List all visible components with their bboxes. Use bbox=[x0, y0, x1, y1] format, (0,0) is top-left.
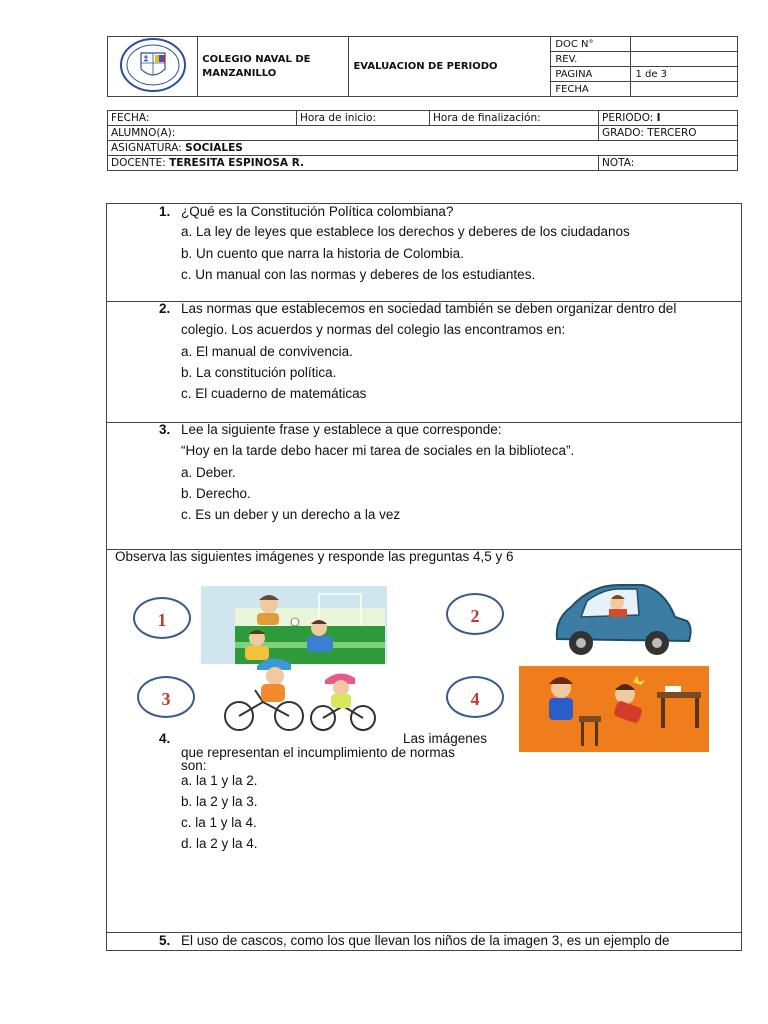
question-text-cont: que representan el incumplimiento de normas bbox=[181, 745, 455, 760]
question-text-cont: colegio. Los acuerdos y normas del colegio las encontramos en: bbox=[181, 322, 566, 337]
option-a[interactable]: a. Deber. bbox=[181, 465, 236, 480]
question-text: ¿Qué es la Constitución Política colombiana? bbox=[181, 204, 454, 219]
alumno-field[interactable]: ALUMNO(A): bbox=[108, 126, 599, 141]
question-text: Lee la siguiente frase y establece a que corresponde: bbox=[181, 422, 502, 437]
meta-label-rev: REV. bbox=[551, 52, 631, 67]
option-b[interactable]: b. la 2 y la 3. bbox=[181, 794, 258, 809]
meta-value-fecha bbox=[631, 82, 738, 97]
docente-field: DOCENTE: TERESITA ESPINOSA R. bbox=[108, 156, 599, 171]
option-c[interactable]: c. la 1 y la 4. bbox=[181, 815, 257, 830]
meta-value-rev bbox=[631, 52, 738, 67]
option-a[interactable]: a. El manual de convivencia. bbox=[181, 344, 353, 359]
nota-field[interactable]: NOTA: bbox=[599, 156, 738, 171]
meta-label-fecha: FECHA bbox=[551, 82, 631, 97]
option-b[interactable]: b. Derecho. bbox=[181, 486, 251, 501]
option-b[interactable]: b. Un cuento que narra la historia de Colombia. bbox=[181, 246, 464, 261]
images-section bbox=[107, 549, 741, 933]
image-number-2: 2 bbox=[446, 593, 504, 635]
image-number-1: 1 bbox=[133, 597, 191, 639]
question-5 bbox=[107, 932, 741, 950]
question-2 bbox=[107, 301, 741, 423]
question-text-cont2: son: bbox=[181, 758, 207, 773]
meta-label-pagina: PAGINA bbox=[551, 67, 631, 82]
question-number: 1. bbox=[159, 204, 171, 219]
student-info-table bbox=[107, 110, 738, 171]
question-1 bbox=[107, 204, 741, 302]
question-number: 2. bbox=[159, 301, 171, 316]
image-number-3: 3 bbox=[137, 676, 195, 718]
grado-field: GRADO: TERCERO bbox=[599, 126, 738, 141]
evaluation-title: EVALUACION DE PERIODO bbox=[349, 37, 551, 97]
option-a[interactable]: a. La ley de leyes que establece los derechos y deberes de los ciudadanos bbox=[181, 224, 630, 239]
image-number-4: 4 bbox=[446, 676, 504, 718]
observe-instruction: Observa las siguientes imágenes y responde las preguntas 4,5 y 6 bbox=[115, 549, 514, 564]
document-header bbox=[107, 36, 738, 97]
hora-fin-field[interactable]: Hora de finalización: bbox=[430, 111, 599, 126]
question-text: El uso de cascos, como los que llevan los niños de la imagen 3, es un ejemplo de bbox=[181, 933, 670, 948]
soccer-kids-image bbox=[201, 586, 387, 664]
cycling-kids-helmets-image bbox=[211, 654, 377, 732]
question-quote: “Hoy en la tarde debo hacer mi tarea de sociales en la biblioteca”. bbox=[181, 443, 575, 458]
periodo-field[interactable]: PERIODO: I bbox=[599, 111, 738, 126]
option-c[interactable]: c. El cuaderno de matemáticas bbox=[181, 386, 367, 401]
hora-inicio-field[interactable]: Hora de inicio: bbox=[297, 111, 430, 126]
question-number: 4. bbox=[159, 731, 171, 746]
meta-value-doc bbox=[631, 37, 738, 52]
question-number: 5. bbox=[159, 933, 171, 948]
fecha-field[interactable]: FECHA: bbox=[108, 111, 297, 126]
option-b[interactable]: b. La constitución política. bbox=[181, 365, 337, 380]
meta-label-doc: DOC N° bbox=[551, 37, 631, 52]
question-3 bbox=[107, 422, 741, 550]
question-text: Las normas que establecemos en sociedad también se deben organizar dentro del bbox=[181, 301, 677, 316]
school-logo-cell bbox=[108, 37, 198, 97]
option-c[interactable]: c. Es un deber y un derecho a la vez bbox=[181, 507, 401, 522]
questions-box bbox=[106, 203, 742, 951]
school-name: COLEGIO NAVAL DE MANZANILLO bbox=[198, 37, 349, 97]
asignatura-field: ASIGNATURA: SOCIALES bbox=[108, 141, 738, 156]
question-text: Las imágenes bbox=[403, 731, 488, 746]
classroom-fall-image bbox=[519, 666, 709, 752]
question-number: 3. bbox=[159, 422, 171, 437]
meta-value-pagina: 1 de 3 bbox=[631, 67, 738, 82]
option-c[interactable]: c. Un manual con las normas y deberes de los estudiantes. bbox=[181, 267, 536, 282]
option-d[interactable]: d. la 2 y la 4. bbox=[181, 836, 258, 851]
school-crest-icon bbox=[119, 37, 187, 93]
car-driver-image bbox=[547, 577, 697, 667]
option-a[interactable]: a. la 1 y la 2. bbox=[181, 773, 258, 788]
